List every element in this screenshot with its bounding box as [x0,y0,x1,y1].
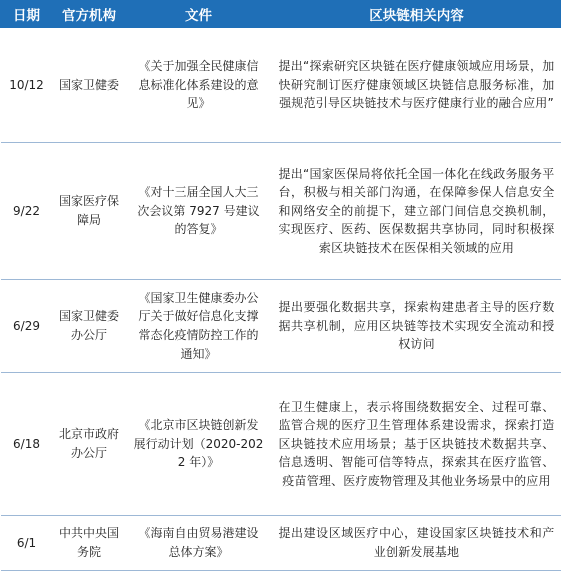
table-row [1,143,561,280]
header-row [1,1,561,28]
row-agency: 国家卫健委 [53,28,126,143]
row-content: 提出建设区域医疗中心，建设国家区块链技术和产业创新发展基地 [272,516,561,571]
row-document: 《关于加强全民健康信息标准化体系建设的意见》 [126,28,272,143]
row-agency: 国家卫健委办公厅 [53,280,126,373]
row-content: 提出要强化数据共享，探索构建患者主导的医疗数据共享机制，应用区块链等技术实现安全流动和授权访问 [272,280,561,373]
header-date: 日期 [1,1,53,28]
header-agency: 官方机构 [53,1,126,28]
row-agency: 国家医疗保障局 [53,143,126,280]
row-document: 《北京市区块链创新发展行动计划（2020-2022 年）》 [126,373,272,516]
row-date: 6/1 [1,516,53,571]
row-document: 《对十三届全国人大三次会议第 7927 号建议的答复》 [126,143,272,280]
row-agency: 北京市政府办公厅 [53,373,126,516]
row-agency: 中共中央国务院 [53,516,126,571]
row-date: 9/22 [1,143,53,280]
table-header [1,1,561,28]
row-date: 6/29 [1,280,53,373]
table-row [1,280,561,373]
header-content: 区块链相关内容 [272,1,561,28]
row-content: 提出“探索研究区块链在医疗健康领域应用场景，加快研究制订医疗健康领域区块链信息服务标准，加强规范引导区块链技术与医疗健康行业的融合应用” [272,28,561,143]
row-date: 6/18 [1,373,53,516]
table-row [1,516,561,571]
table-row [1,28,561,143]
row-document: 《国家卫生健康委办公厅关于做好信息化支撑常态化疫情防控工作的通知》 [126,280,272,373]
header-document: 文件 [126,1,272,28]
row-document: 《海南自由贸易港建设总体方案》 [126,516,272,571]
table-body [1,28,561,571]
table-row [1,373,561,516]
row-content: 在卫生健康上，表示将围绕数据安全、过程可靠、监管合规的医疗卫生管理体系建设需求，探索打造区块链技术应用场景；基于区块链技术数据共享、信息透明、智能可信等特点，探索其在医疗监管、疫苗管理、医疗废物管理及其他业务场景中的应用 [272,373,561,516]
row-date: 10/12 [1,28,53,143]
row-content: 提出“国家医保局将依托全国一体化在线政务服务平台，积极与相关部门沟通，在保障参保人信息安全和网络安全的前提下，建立部门间信息交换机制，实现医疗、医药、医保数据共享协同，同时积极探索区块链技术在医保相关领域的应用 [272,143,561,280]
